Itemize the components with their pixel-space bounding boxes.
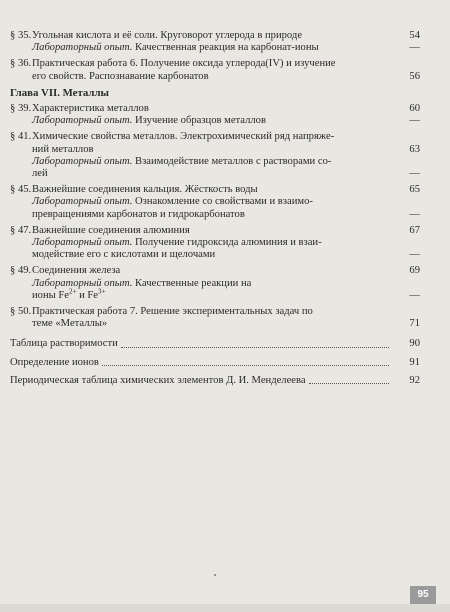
ion-charge: 2+ xyxy=(69,287,77,296)
lab-title: Качественные реакции на xyxy=(135,277,252,289)
toc-entry-35 xyxy=(10,30,420,54)
appendix-title: Периодическая таблица химических элементов Д. И. Менделеева xyxy=(10,374,306,386)
lab-title: Качественная реакция на карбонат-ионы xyxy=(135,42,319,54)
toc-entry-45 xyxy=(10,184,420,221)
toc-entry-41 xyxy=(10,131,420,180)
page-ref: 63 xyxy=(409,143,420,155)
page-ref: 67 xyxy=(409,224,420,236)
section-number: § 35. xyxy=(10,30,32,41)
appendix-title: Таблица растворимости xyxy=(10,338,118,350)
appendix-item xyxy=(10,338,420,350)
chapter-heading: Глава VII. Металлы xyxy=(10,86,109,99)
section-title: Химические свойства металлов. Электрохимический ряд напряже- xyxy=(32,131,335,143)
appendix-title: Определение ионов xyxy=(10,356,99,368)
toc-entry-39 xyxy=(10,103,420,127)
appendix-list xyxy=(10,338,420,387)
toc-entry-47 xyxy=(10,225,420,262)
page-ref: — xyxy=(409,42,420,54)
lab-title-cont: лей xyxy=(32,168,48,180)
page-ref: — xyxy=(409,289,420,301)
page-ref: 91 xyxy=(409,356,420,368)
section-number: § 36. xyxy=(10,58,32,70)
lab-title: Ознакомление со свойствами и взаимо- xyxy=(135,196,313,208)
toc-entry-50 xyxy=(10,306,420,330)
page-ref: — xyxy=(409,249,420,261)
lab-title: Изучение образцов металлов xyxy=(135,115,266,127)
page-ref: 54 xyxy=(409,30,420,41)
section-title: Практическая работа 6. Получение оксида углерода(IV) и изучение xyxy=(32,58,336,70)
lab-label: Лабораторный опыт. xyxy=(32,237,133,249)
toc-entry-36 xyxy=(10,58,420,82)
section-title: Соединения железа xyxy=(32,265,121,277)
ion-charge: 3+ xyxy=(98,287,106,296)
page-ref: 92 xyxy=(409,374,420,386)
section-title-cont: его свойств. Распознавание карбонатов xyxy=(32,70,209,82)
lab-label: Лабораторный опыт. xyxy=(32,155,133,167)
lab-title-cont: модействие его с кислотами и щелочами xyxy=(32,249,216,261)
print-dot xyxy=(214,574,216,576)
page-ref: — xyxy=(409,208,420,220)
toc-entry-49 xyxy=(10,265,420,302)
lab-title: Взаимодействие металлов с растворами со- xyxy=(135,155,332,167)
ion-text: и Fe xyxy=(76,289,99,301)
appendix-item xyxy=(10,375,420,387)
section-title-cont: теме «Металлы» xyxy=(32,318,108,330)
section-title: Практическая работа 7. Решение экспериментальных задач по xyxy=(32,306,313,318)
table-of-contents xyxy=(10,30,420,393)
lab-label: Лабораторный опыт. xyxy=(32,42,133,54)
page-ref: 65 xyxy=(409,184,420,196)
dot-leader xyxy=(309,383,389,384)
lab-label: Лабораторный опыт. xyxy=(32,277,133,289)
lab-title-cont: превращениями карбонатов и гидрокарбонатов xyxy=(32,208,245,220)
page-ref: 90 xyxy=(409,338,420,350)
page-number: 95 xyxy=(410,586,436,604)
section-number: § 39. xyxy=(10,103,32,115)
section-title-cont: ний металлов xyxy=(32,143,94,155)
page-ref: — xyxy=(409,115,420,127)
lab-title-cont xyxy=(32,287,392,302)
lab-label: Лабораторный опыт. xyxy=(32,196,133,208)
section-title: Угольная кислота и её соли. Круговорот углерода в природе xyxy=(32,30,303,41)
section-number: § 41. xyxy=(10,131,32,143)
page-ref: 56 xyxy=(409,70,420,82)
page-ref: 71 xyxy=(409,318,420,330)
dot-leader xyxy=(102,365,389,366)
ion-text: ионы Fe xyxy=(32,289,69,301)
dot-leader xyxy=(121,347,389,348)
page-ref: — xyxy=(409,168,420,180)
page-ref: 60 xyxy=(409,103,420,115)
lab-title: Получение гидроксида алюминия и взаи- xyxy=(135,237,322,249)
section-number: § 50. xyxy=(10,306,32,318)
section-number: § 45. xyxy=(10,184,32,196)
section-title: Характеристика металлов xyxy=(32,103,149,115)
section-title: Важнейшие соединения кальция. Жёсткость воды xyxy=(32,184,258,196)
lab-label: Лабораторный опыт. xyxy=(32,115,133,127)
page-ref: 69 xyxy=(409,265,420,277)
section-title: Важнейшие соединения алюминия xyxy=(32,224,190,236)
appendix-item xyxy=(10,357,420,369)
section-number: § 47. xyxy=(10,224,32,236)
section-number: § 49. xyxy=(10,265,32,277)
page-bottom-band xyxy=(0,604,450,612)
